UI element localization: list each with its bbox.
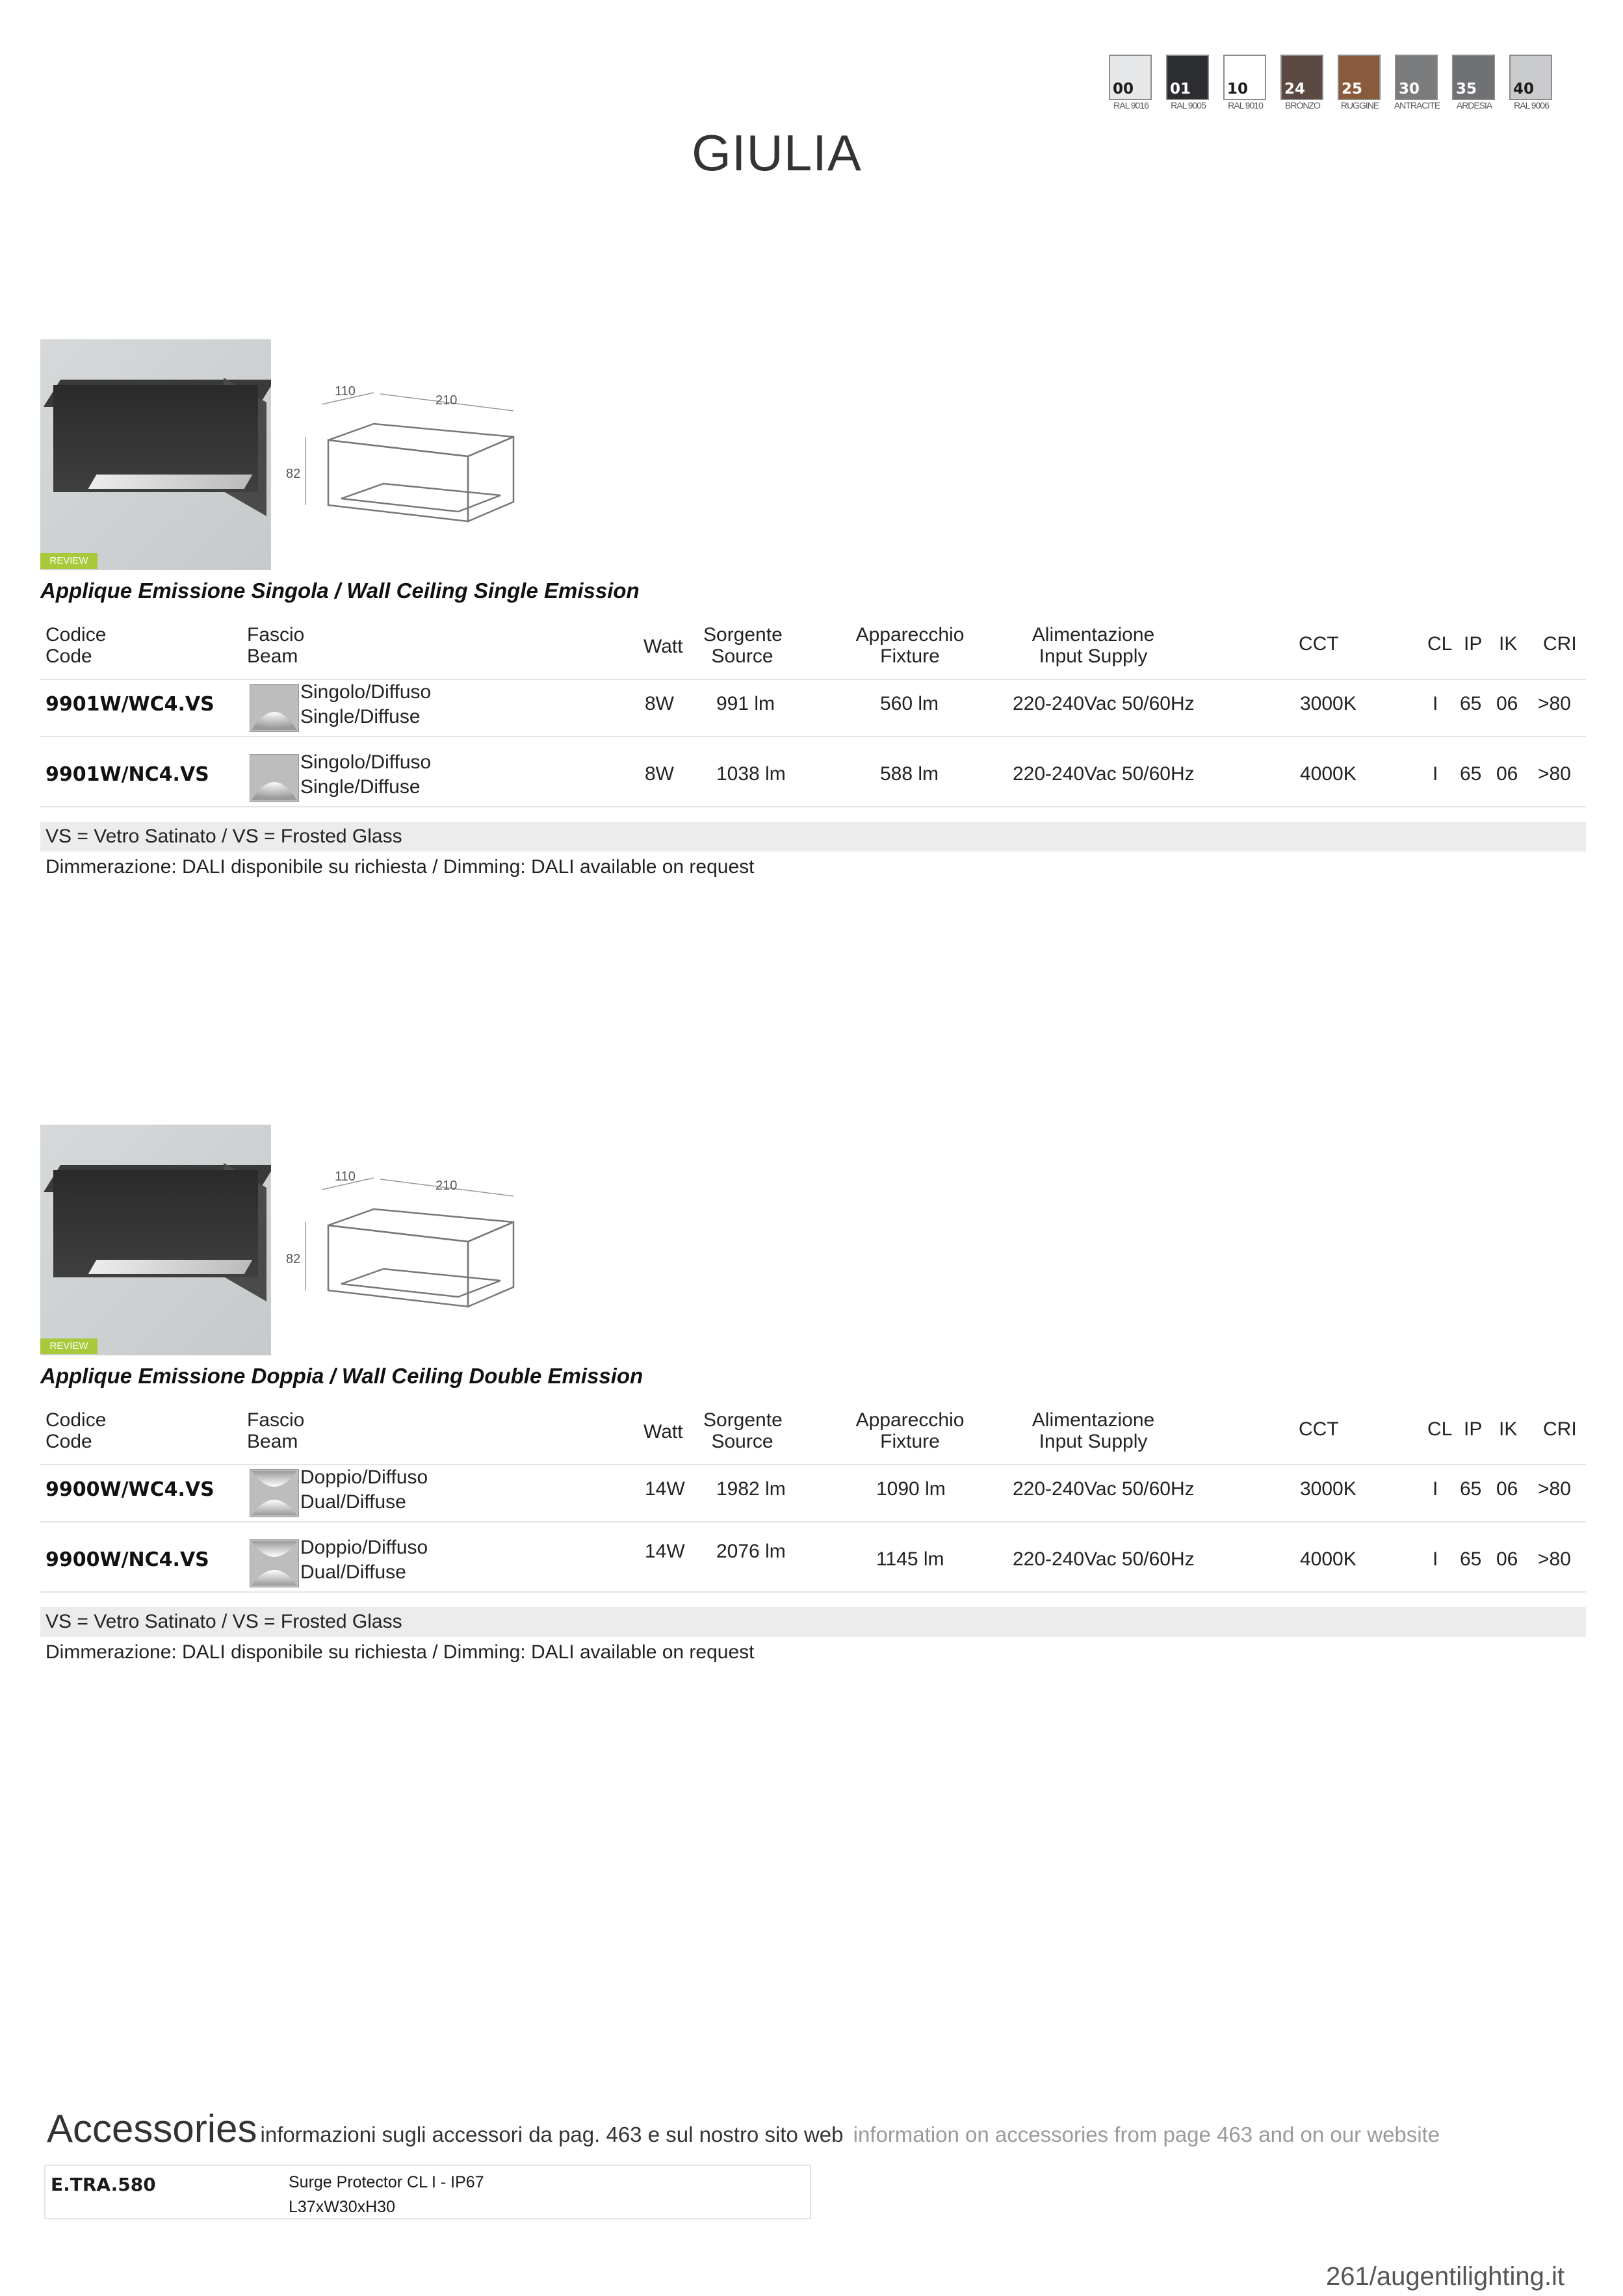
row-divider xyxy=(40,1591,1586,1593)
header-watt: Watt xyxy=(643,1421,683,1442)
watt-value: 8W xyxy=(645,693,674,714)
header-code xyxy=(45,624,106,667)
swatch-chip xyxy=(1280,55,1323,100)
beam-text: Dual/Diffuse xyxy=(300,1491,406,1513)
beam-single-icon-svg xyxy=(250,755,298,802)
header-cct: CCT xyxy=(1299,1418,1339,1440)
dim-width: 110 xyxy=(335,385,356,398)
header-supply xyxy=(1015,1409,1171,1452)
dim-length: 210 xyxy=(435,1179,458,1193)
cri-value: >80 xyxy=(1538,1478,1571,1500)
cct-value: 3000K xyxy=(1300,693,1357,714)
accessory-description xyxy=(289,2170,484,2219)
header-cri: CRI xyxy=(1543,633,1577,655)
swatch-chip xyxy=(1452,55,1495,100)
beam-dual-icon xyxy=(250,1539,299,1587)
fixture-lumen: 1145 lm xyxy=(876,1548,944,1570)
swatch-chip xyxy=(1166,55,1209,100)
swatch-number: 35 xyxy=(1456,81,1477,98)
swatch-40 xyxy=(1509,55,1555,111)
color-swatches xyxy=(1109,55,1577,113)
header-text: Source xyxy=(711,1431,773,1452)
accessory-desc-line: L37xW30xH30 xyxy=(289,2198,395,2216)
beam-text: Singolo/Diffuso xyxy=(300,751,432,773)
beam-text: Single/Diffuse xyxy=(300,706,421,727)
swatch-ral: RAL 9006 xyxy=(1514,100,1549,111)
header-ip: IP xyxy=(1464,1418,1483,1440)
header-ik: IK xyxy=(1499,633,1518,655)
swatch-chip xyxy=(1509,55,1552,100)
accessory-code: E.TRA.580 xyxy=(51,2174,156,2195)
ip-value: 65 xyxy=(1460,1478,1482,1500)
swatch-number: 40 xyxy=(1513,81,1535,98)
fixture-lumen: 560 lm xyxy=(880,693,939,714)
source-lumen: 1982 lm xyxy=(716,1478,786,1500)
beam-text: Dual/Diffuse xyxy=(300,1561,406,1583)
product-code: 9901W/WC4.VS xyxy=(45,693,214,716)
photo-shape xyxy=(88,475,253,489)
swatch-24 xyxy=(1280,55,1326,111)
swatch-number: 30 xyxy=(1399,81,1420,98)
cct-value: 4000K xyxy=(1300,763,1357,785)
header-cl: CL xyxy=(1427,633,1453,655)
beam-label xyxy=(300,1465,428,1515)
cri-value: >80 xyxy=(1538,1548,1571,1570)
header-text: Codice xyxy=(45,624,107,646)
source-lumen: 991 lm xyxy=(716,693,775,714)
product-double-emission xyxy=(40,1125,1587,1671)
dim-height: 82 xyxy=(286,467,301,481)
beam-dual-icon xyxy=(250,1469,299,1517)
cl-value: I xyxy=(1433,763,1438,785)
swatch-ral: RAL 9010 xyxy=(1228,100,1263,111)
product-single-emission xyxy=(40,339,1587,885)
beam-single-icon-svg xyxy=(250,685,298,731)
watt-value: 8W xyxy=(645,763,674,785)
beam-label xyxy=(300,1535,428,1585)
header-cct: CCT xyxy=(1299,633,1339,655)
swatch-25 xyxy=(1338,55,1383,111)
accessories-info-it: informazioni sugli accessori da pag. 463 e sul nostro sito web xyxy=(260,2122,844,2146)
cl-value: I xyxy=(1433,693,1438,714)
swatch-ral: ARDESIA xyxy=(1456,100,1492,111)
source-lumen: 1038 lm xyxy=(716,763,786,785)
row-divider xyxy=(40,736,1586,737)
beam-text: Doppio/Diffuso xyxy=(300,1537,428,1558)
product-heading: Applique Emissione Singola / Wall Ceiling Single Emission xyxy=(40,579,640,603)
page-title: GIULIA xyxy=(692,124,862,181)
header-text: Apparecchio xyxy=(855,1409,965,1431)
row-divider xyxy=(40,1521,1586,1522)
cri-value: >80 xyxy=(1538,763,1571,785)
fixture-lumen: 1090 lm xyxy=(876,1478,946,1500)
cl-value: I xyxy=(1433,1478,1438,1500)
header-text: Sorgente xyxy=(703,624,783,646)
supply-value: 220-240Vac 50/60Hz xyxy=(1013,693,1195,714)
header-text: Input Supply xyxy=(1039,1431,1148,1452)
swatch-number: 01 xyxy=(1170,81,1191,98)
header-cl: CL xyxy=(1427,1418,1453,1440)
product-photo xyxy=(40,339,271,570)
glass-note: VS = Vetro Satinato / VS = Frosted Glass xyxy=(45,1611,402,1632)
beam-text: Single/Diffuse xyxy=(300,776,421,798)
cct-value: 3000K xyxy=(1300,1478,1357,1500)
row-divider xyxy=(40,806,1586,807)
page-footer: 261/augentilighting.it xyxy=(1326,2262,1565,2291)
cct-value: 4000K xyxy=(1300,1548,1357,1570)
beam-dual-icon-svg xyxy=(250,1540,298,1587)
header-text: Source xyxy=(711,646,773,667)
header-text: Code xyxy=(45,1431,92,1452)
beam-label xyxy=(300,750,431,800)
header-fixture xyxy=(851,624,968,667)
header-text: Sorgente xyxy=(703,1409,783,1431)
ip-value: 65 xyxy=(1460,1548,1482,1570)
header-cri: CRI xyxy=(1543,1418,1577,1440)
header-fixture xyxy=(851,1409,968,1452)
header-ik: IK xyxy=(1499,1418,1518,1440)
header-text: Codice xyxy=(45,1409,107,1431)
ik-value: 06 xyxy=(1496,693,1518,714)
ik-value: 06 xyxy=(1496,1478,1518,1500)
glass-note: VS = Vetro Satinato / VS = Frosted Glass xyxy=(45,826,402,847)
beam-single-icon xyxy=(250,754,299,802)
product-code: 9901W/NC4.VS xyxy=(45,763,209,786)
accessory-desc-line: Surge Protector CL I - IP67 xyxy=(289,2173,484,2191)
ip-value: 65 xyxy=(1460,693,1482,714)
swatch-number: 00 xyxy=(1113,81,1134,98)
product-code: 9900W/NC4.VS xyxy=(45,1548,209,1571)
dim-height: 82 xyxy=(286,1252,301,1266)
beam-single-icon xyxy=(250,684,299,732)
supply-value: 220-240Vac 50/60Hz xyxy=(1013,1548,1195,1570)
ip-value: 65 xyxy=(1460,763,1482,785)
header-text: Code xyxy=(45,646,92,667)
dimension-drawing xyxy=(286,1170,546,1313)
watt-value: 14W xyxy=(645,1541,685,1562)
supply-value: 220-240Vac 50/60Hz xyxy=(1013,1478,1195,1500)
photo-shape xyxy=(88,1260,253,1274)
dimming-note: Dimmerazione: DALI disponibile su richiesta / Dimming: DALI available on request xyxy=(45,1641,755,1663)
header-text: Alimentazione xyxy=(1032,1409,1155,1431)
swatch-ral: RAL 9016 xyxy=(1113,100,1149,111)
swatch-00 xyxy=(1109,55,1154,111)
source-lumen: 2076 lm xyxy=(716,1541,786,1562)
dim-length: 210 xyxy=(435,393,458,408)
swatch-ral: ANTRACITE xyxy=(1394,100,1440,111)
swatch-chip xyxy=(1223,55,1266,100)
beam-dual-icon-svg xyxy=(250,1470,298,1517)
swatch-01 xyxy=(1166,55,1212,111)
swatch-number: 24 xyxy=(1284,81,1306,98)
beam-text: Doppio/Diffuso xyxy=(300,1467,428,1488)
product-photo xyxy=(40,1125,271,1355)
dimension-drawing xyxy=(286,385,546,528)
header-beam xyxy=(247,1409,304,1452)
header-supply xyxy=(1015,624,1171,667)
header-text: Alimentazione xyxy=(1032,624,1155,646)
swatch-number: 25 xyxy=(1342,81,1363,98)
header-text: Fixture xyxy=(880,646,940,667)
swatch-ral: RUGGINE xyxy=(1340,100,1379,111)
review-badge: REVIEW xyxy=(40,1338,97,1354)
swatch-35 xyxy=(1452,55,1498,111)
review-badge: REVIEW xyxy=(40,553,97,569)
header-code xyxy=(45,1409,106,1452)
cri-value: >80 xyxy=(1538,693,1571,714)
swatch-ral: BRONZO xyxy=(1285,100,1320,111)
accessories-table xyxy=(44,2165,811,2219)
watt-value: 14W xyxy=(645,1478,685,1500)
swatch-chip xyxy=(1109,55,1152,100)
header-beam xyxy=(247,624,304,667)
accessories-title: Accessories xyxy=(47,2107,257,2150)
header-watt: Watt xyxy=(643,636,683,657)
accessories-info-en: information on accessories from page 463 and on our website xyxy=(853,2122,1440,2146)
header-text: Beam xyxy=(247,646,298,667)
header-ip: IP xyxy=(1464,633,1483,655)
header-text: Beam xyxy=(247,1431,298,1452)
header-source xyxy=(703,624,781,667)
header-text: Fascio xyxy=(247,1409,305,1431)
dimming-note: Dimmerazione: DALI disponibile su richiesta / Dimming: DALI available on request xyxy=(45,856,755,878)
header-text: Input Supply xyxy=(1039,646,1148,667)
ik-value: 06 xyxy=(1496,763,1518,785)
header-source xyxy=(703,1409,781,1452)
swatch-chip xyxy=(1338,55,1381,100)
row-divider xyxy=(40,1464,1586,1465)
beam-label xyxy=(300,680,431,729)
header-text: Fascio xyxy=(247,624,305,646)
swatch-number: 10 xyxy=(1227,81,1249,98)
beam-text: Singolo/Diffuso xyxy=(300,681,432,703)
cl-value: I xyxy=(1433,1548,1438,1570)
row-divider xyxy=(40,679,1586,680)
header-text: Fixture xyxy=(880,1431,940,1452)
swatch-30 xyxy=(1395,55,1440,111)
accessories-heading xyxy=(47,2106,1440,2151)
swatch-10 xyxy=(1223,55,1269,111)
supply-value: 220-240Vac 50/60Hz xyxy=(1013,763,1195,785)
product-heading: Applique Emissione Doppia / Wall Ceiling Double Emission xyxy=(40,1364,643,1388)
product-code: 9900W/WC4.VS xyxy=(45,1478,214,1501)
swatch-chip xyxy=(1395,55,1438,100)
swatch-ral: RAL 9005 xyxy=(1171,100,1206,111)
fixture-lumen: 588 lm xyxy=(880,763,939,785)
header-text: Apparecchio xyxy=(855,624,965,646)
dim-width: 110 xyxy=(335,1170,356,1184)
ik-value: 06 xyxy=(1496,1548,1518,1570)
